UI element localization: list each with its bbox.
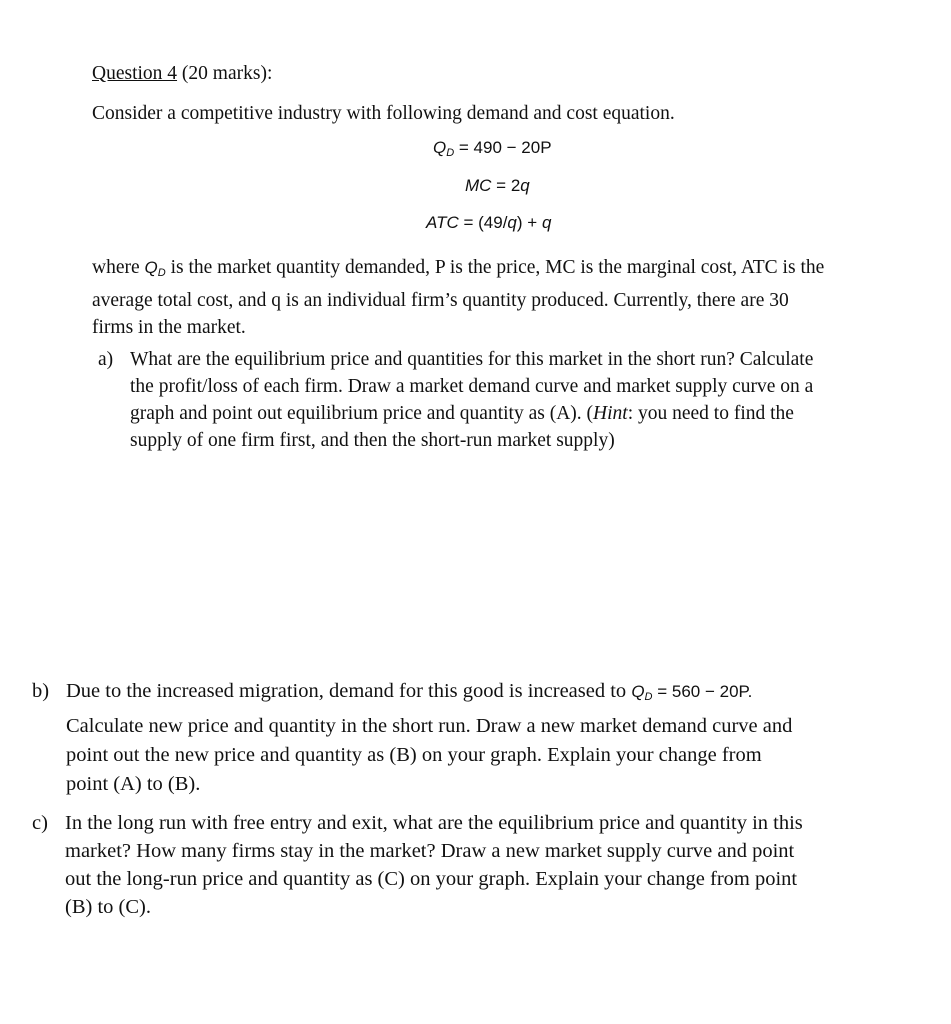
- part-c-line-4: (B) to (C).: [65, 896, 151, 918]
- definition-line-1: [92, 254, 922, 287]
- demand-lhs: Q: [433, 138, 447, 157]
- qd-symbol: [145, 258, 166, 277]
- atc-rhs-1: = (49/: [458, 213, 508, 232]
- definition-paragraph: [92, 254, 922, 341]
- mc-var: q: [520, 176, 530, 195]
- part-a-line-2: the profit/loss of each firm. Draw a market demand curve and market supply curve on a: [130, 376, 814, 397]
- part-c-marker: c): [32, 812, 48, 834]
- part-a-line-1: What are the equilibrium price and quantities for this market in the short run? Calculate: [130, 349, 814, 370]
- part-b-text: [66, 677, 912, 799]
- part-c-line-1: In the long run with free entry and exit, what are the equilibrium price and quantity in this: [65, 812, 803, 834]
- part-c-line-3: out the long-run price and quantity as (C) on your graph. Explain your change from point: [65, 868, 798, 890]
- part-a-line-4: supply of one firm first, and then the short-run market supply): [130, 430, 615, 451]
- definition-line-2: average total cost, and q is an individual firm’s quantity produced. Currently, there are 30: [92, 290, 789, 311]
- part-a-line-3: [130, 400, 908, 427]
- mc-lhs: MC: [465, 176, 492, 195]
- atc-var-2: q: [541, 213, 552, 232]
- question-marks: (20 marks):: [177, 63, 273, 84]
- question-heading: [92, 60, 272, 87]
- part-a-line-3-post: : you need to find the: [627, 403, 794, 424]
- definition-post: is the market quantity demanded, P is the price, MC is the marginal cost, ATC is the: [165, 257, 825, 278]
- part-c-text: [65, 809, 922, 921]
- part-a-marker: a): [98, 349, 114, 370]
- atc-rhs-2: ) +: [516, 213, 542, 232]
- part-b-equation: = 560 − 20P.: [652, 682, 753, 701]
- definition-line-3: firms in the market.: [92, 317, 246, 338]
- intro-text: Consider a competitive industry with following demand and cost equation.: [92, 103, 675, 124]
- part-b-line-2: Calculate new price and quantity in the short run. Draw a new market demand curve and: [66, 715, 793, 737]
- demand-equation: [433, 137, 552, 164]
- part-b-qd-symbol: [631, 682, 652, 701]
- hint-word: Hint: [593, 403, 628, 424]
- definition-pre: where: [92, 257, 145, 278]
- atc-var-1: q: [507, 213, 517, 232]
- demand-rhs: = 490 − 20P: [454, 138, 552, 157]
- mc-rhs: = 2: [491, 176, 521, 195]
- qd-symbol-letter: Q: [144, 258, 158, 277]
- part-b-line-1: [66, 677, 912, 712]
- qd-symbol-sub: D: [157, 267, 166, 279]
- demand-lhs-sub: D: [446, 147, 455, 159]
- atc-lhs: ATC: [426, 213, 459, 232]
- part-b-line-3: point out the new price and quantity as (B) on your graph. Explain your change from: [66, 744, 762, 766]
- mc-equation: [465, 175, 530, 197]
- part-b-qd-sub: D: [644, 691, 653, 703]
- part-a-text: [130, 346, 908, 454]
- question-label: Question 4: [92, 63, 178, 84]
- part-b-marker: b): [32, 680, 50, 702]
- part-c-line-2: market? How many firms stay in the market? Draw a new market supply curve and point: [65, 840, 795, 862]
- part-a-line-3-pre: graph and point out equilibrium price and quantity as (A). (: [130, 403, 594, 424]
- part-b-qd-letter: Q: [631, 682, 645, 701]
- part-b-line-4: point (A) to (B).: [66, 773, 201, 795]
- part-b-line-1-pre: Due to the increased migration, demand for this good is increased to: [66, 680, 632, 702]
- atc-equation: [426, 212, 551, 234]
